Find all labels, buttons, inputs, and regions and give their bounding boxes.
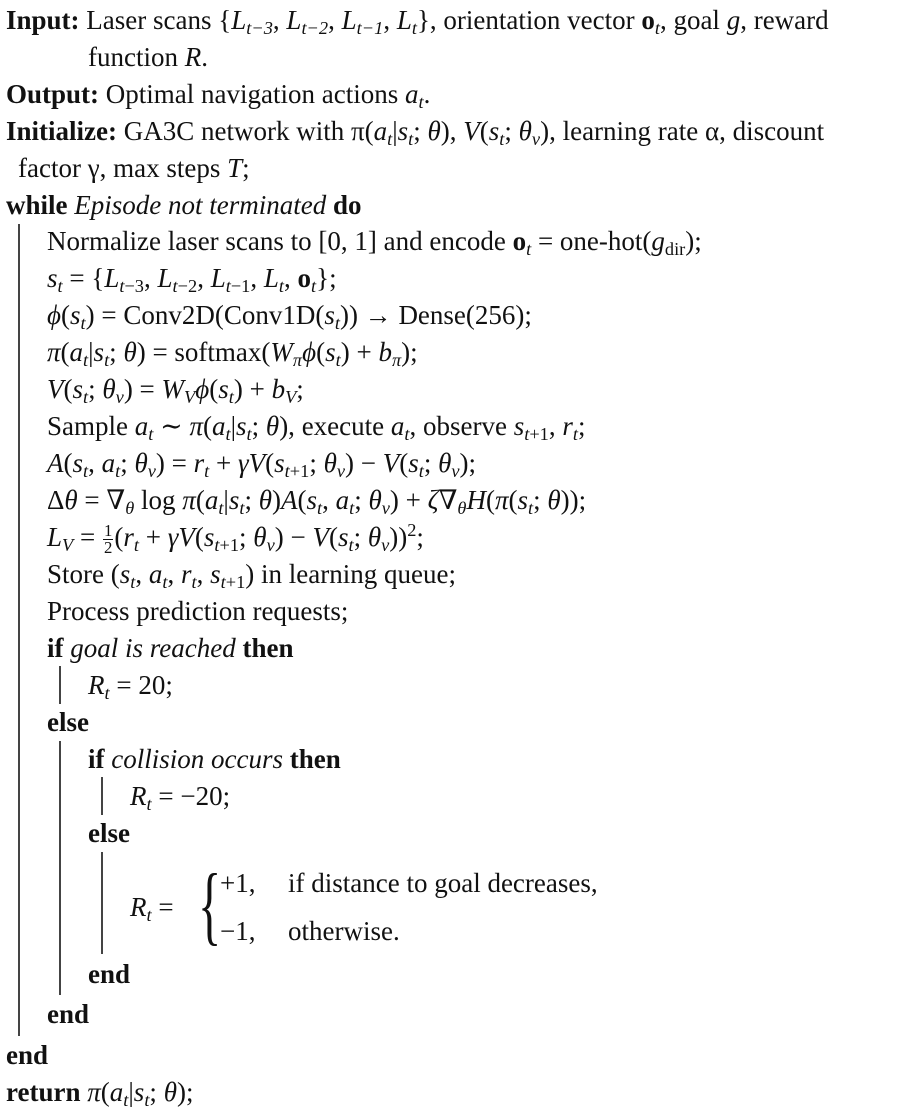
step-state: $s_t = \{L_{t-3}$, $L_{t-2}$, $L_{t-1}$, $L_t$, $o_t$}; [47,263,337,297]
step-advantage: $A(s_t$, $a_t$; $\theta_v) = r_t + \gamma V(s_{t+1}$; $\theta_v) - V(s_t$; $\theta_v$); [47,448,477,482]
if-goal-block-rule [59,666,61,704]
inner-else-block-rule [101,852,103,954]
else-line: else [47,707,89,737]
step-feature: $\phi(s_t)$ = $Conv2D(Conv1D(s_t))$ → Dense(256); [47,300,532,334]
inner-else-line: else [88,818,130,848]
left-brace: { [198,857,222,954]
initialize-line: Initialize: GA3C network with $\pi(a_t|s_t$; θ), $V(s_t$; $\theta_v$), learning rate α, discount [6,116,825,150]
step-store: Store ($s_t$, $a_t$, $r_t$, $s_{t+1}$) in learning queue; [47,559,456,593]
reward-piecewise-lhs: $R_t$ = [130,892,174,926]
output-line: Output: Optimal navigation actions $a_t$. [6,79,431,113]
step-gradient: $\Delta\theta = \nabla_\theta$ $\log \pi(a_t|s_t$; $\theta)A(s_t$, $a_t$; $\theta_v) + \zeta\nabla_\theta H(\pi(s_t$; θ)); [47,485,587,519]
case-1: +1, if distance to goal decreases, [220,868,598,898]
initialize-label: Initialize: [6,116,117,146]
input-line-cont: function R. [88,42,208,72]
end-inner-if: end [88,959,131,989]
return-line: return $\pi(a_t|s_t$; θ); [6,1077,194,1111]
end-outer-if: end [47,999,90,1029]
step-process: Process prediction requests; [47,596,349,626]
step-policy: $\pi(a_t|s_t$; $\theta) = softmax(W_\pi\phi(s_t) + b_\pi)$; [47,337,418,371]
if-collision-line: if collision occurs then [88,744,341,774]
step-value: $V(s_t$; $\theta_v) = W_V\phi(s_t) + b_V$; [47,374,304,408]
step-normalize: Normalize laser scans to [0, 1] and encode $o_t = one-hot(g_{dir})$; [47,226,702,260]
if-goal-line: if goal is reached then [47,633,294,663]
case-2: −1, otherwise. [220,916,400,946]
input-line: Input: Laser scans {$L_{t-3}$, $L_{t-2}$, $L_{t-1}$, $L_t$}, orientation vector $o_t$, goal g, reward [6,5,829,39]
output-label: Output: [6,79,100,109]
end-while: end [6,1040,49,1070]
step-value-loss: $L_V$ = $\frac{1}{2}$ ($r_t + \gamma V(s_{t+1}$; $\theta_v) - V(s_t$; $\theta_v))^2$; [47,519,424,558]
reward-goal-line: $R_t = 20$; [88,670,173,704]
input-label: Input: [6,5,80,35]
while-block-rule [18,224,20,1036]
step-sample: Sample $a_t$ ∼ $\pi(a_t|s_t$; θ), execute $a_t$, observe $s_{t+1}$, $r_t$; [47,411,586,445]
while-line: while Episode not terminated do [6,190,362,220]
initialize-line-cont: factor γ, max steps T; [18,153,250,183]
else-block-rule [59,741,61,995]
one-half-fraction: $\frac{1}{2}$ [103,521,113,558]
reward-collision-line: $R_t = -20$; [130,781,231,815]
if-collision-block-rule [101,777,103,815]
